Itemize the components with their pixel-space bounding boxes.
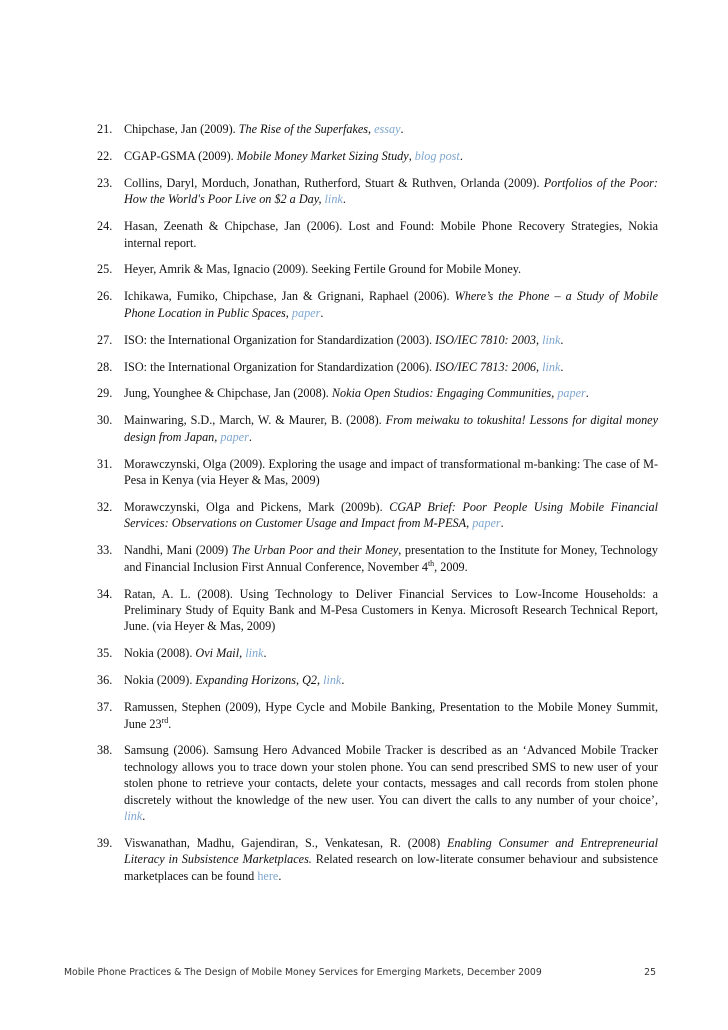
reference-link[interactable]: essay xyxy=(374,122,401,136)
reference-item xyxy=(97,742,658,824)
reference-item xyxy=(97,359,658,375)
reference-item xyxy=(97,148,658,164)
reference-plain-text: , xyxy=(316,673,324,688)
reference-item xyxy=(97,288,658,321)
reference-link[interactable]: link xyxy=(323,673,342,688)
reference-link[interactable]: link xyxy=(542,359,561,374)
reference-plain-text: , xyxy=(408,148,415,163)
reference-plain-text: CGAP-GSMA (2009). xyxy=(124,148,237,163)
reference-plain-text: Ramussen, Stephen (2009), Hype Cycle and Mobile Banking, Presentation to the Mobile Money Summit, June 23 xyxy=(124,700,658,731)
reference-text xyxy=(124,835,658,884)
reference-plain-text: Samsung (2006). Samsung Hero Advanced Mobile Tracker is described as an ‘Advanced Mobile Tracker technology allows you to trace down your stolen phone. You can send prescribed SMS to new user of your stolen phone to retrieve your contacts, delete your contacts, messages and call records from stolen phone discretely without the knowledge of the new user. You can divert the calls to any number of your choice’, xyxy=(124,743,658,807)
page-number: 25 xyxy=(644,967,656,978)
reference-number: 35. xyxy=(97,646,113,661)
reference-text xyxy=(124,672,658,688)
reference-plain-text: . xyxy=(341,673,345,688)
reference-text xyxy=(124,218,658,251)
reference-link[interactable]: here xyxy=(257,868,279,883)
reference-number: 28. xyxy=(97,359,113,374)
reference-title-italic: Expanding Horizons, Q2 xyxy=(195,673,317,688)
reference-item xyxy=(97,542,658,575)
reference-plain-text: Viswanathan, Madhu, Gajendiran, S., Venkatesan, R. (2008) xyxy=(124,836,447,850)
reference-link[interactable]: paper xyxy=(291,305,321,320)
reference-plain-text: , xyxy=(466,516,473,531)
reference-item xyxy=(97,835,658,884)
reference-item xyxy=(97,645,658,661)
reference-title-italic: ISO/IEC 7810: 2003, xyxy=(435,332,543,347)
reference-link[interactable]: link xyxy=(245,646,264,661)
reference-list xyxy=(97,121,658,895)
reference-number: 25. xyxy=(97,262,113,277)
reference-item xyxy=(97,586,658,635)
reference-item xyxy=(97,412,658,445)
reference-plain-text: Morawczynski, Olga (2009). Exploring the usage and impact of transformational m-banking: The case of M-Pesa in Kenya (via Heyer & Mas, 2009) xyxy=(124,456,658,488)
reference-plain-text: Related research on low-literate consumer behaviour and subsistence marketplaces can be found xyxy=(124,852,658,883)
reference-plain-text: Ichikawa, Fumiko, Chipchase, Jan & Grignani, Raphael (2006). xyxy=(124,289,455,304)
reference-number: 31. xyxy=(97,456,113,471)
reference-text xyxy=(124,175,658,208)
reference-title-italic: Enabling Consumer and Entrepreneurial Literacy in Subsistence Marketplaces. xyxy=(124,836,658,867)
reference-plain-text: . xyxy=(560,332,564,347)
reference-plain-text: ISO: the International Organization for Standardization (2006). xyxy=(124,359,436,374)
reference-text xyxy=(124,332,658,348)
reference-text xyxy=(124,586,658,635)
reference-plain-text: . xyxy=(278,868,282,883)
reference-plain-text: , 2009. xyxy=(434,559,468,574)
reference-link[interactable]: link xyxy=(124,809,143,824)
reference-number: 33. xyxy=(97,543,113,558)
reference-text xyxy=(124,148,658,164)
reference-number: 29. xyxy=(97,386,113,401)
reference-title-italic: ISO/IEC 7813: 2006, xyxy=(435,359,543,374)
reference-text xyxy=(124,456,658,489)
reference-text xyxy=(124,261,658,277)
reference-plain-text: . xyxy=(560,359,564,374)
reference-plain-text: Heyer, Amrik & Mas, Ignacio (2009). Seeking Fertile Ground for Mobile Money. xyxy=(124,262,522,277)
reference-plain-text: Morawczynski, Olga and Pickens, Mark (2009b). xyxy=(124,500,390,514)
reference-plain-text: ISO: the International Organization for Standardization (2003). xyxy=(124,332,436,347)
reference-number: 30. xyxy=(97,413,113,428)
reference-plain-text: Jung, Younghee & Chipchase, Jan (2008). xyxy=(124,386,332,401)
reference-link[interactable]: paper xyxy=(472,516,501,531)
reference-plain-text: . xyxy=(168,716,172,731)
reference-link[interactable]: paper xyxy=(220,429,249,444)
reference-text xyxy=(124,412,658,445)
reference-text xyxy=(124,121,658,137)
reference-plain-text: . xyxy=(263,646,267,661)
reference-link[interactable]: link xyxy=(542,332,561,347)
reference-item xyxy=(97,385,658,401)
reference-title-italic: Nokia Open Studios: Engaging Communities, xyxy=(331,386,558,401)
reference-item xyxy=(97,175,658,208)
reference-number: 37. xyxy=(97,700,113,715)
reference-plain-text: Nokia (2008). xyxy=(124,646,196,661)
reference-number: 34. xyxy=(97,586,113,601)
reference-title-italic: Ovi Mail, xyxy=(195,646,246,661)
reference-number: 36. xyxy=(97,673,113,688)
reference-plain-text: Nandhi, Mani (2009) xyxy=(124,543,232,558)
reference-plain-text: . xyxy=(585,386,589,401)
reference-number: 22. xyxy=(97,148,113,163)
reference-number: 38. xyxy=(97,743,113,758)
reference-plain-text: . xyxy=(500,516,504,531)
reference-plain-text: Chipchase, Jan (2009). xyxy=(124,122,239,136)
reference-number: 39. xyxy=(97,836,113,850)
page-footer xyxy=(64,967,656,978)
ordinal-superscript: rd xyxy=(161,715,169,725)
reference-text xyxy=(124,742,658,824)
reference-link[interactable]: link xyxy=(324,192,343,207)
reference-plain-text: . xyxy=(142,809,146,824)
ordinal-superscript: th xyxy=(427,558,435,568)
reference-item xyxy=(97,261,658,277)
reference-plain-text: , presentation to the Institute for Money, Technology and Financial Inclusion First Annual Conference, November 4 xyxy=(124,543,658,574)
reference-plain-text: Nokia (2009). xyxy=(124,673,196,688)
reference-item xyxy=(97,672,658,688)
reference-number: 23. xyxy=(97,175,113,190)
reference-title-italic: The Rise of the Superfakes, xyxy=(238,122,375,136)
reference-item xyxy=(97,499,658,532)
reference-item xyxy=(97,699,658,732)
reference-link[interactable]: paper xyxy=(557,386,586,401)
reference-text xyxy=(124,288,658,321)
reference-title-italic: CGAP Brief: Poor People Using Mobile Financial Services: Observations on Customer Usage and Impact from M-PESA xyxy=(124,500,658,531)
reference-title-italic: Mobile Money Market Sizing Study xyxy=(236,148,409,163)
reference-plain-text: . xyxy=(342,192,346,207)
reference-text xyxy=(124,359,658,375)
reference-plain-text: Collins, Daryl, Morduch, Jonathan, Rutherford, Stuart & Ruthven, Orlanda (2009). xyxy=(124,175,544,190)
reference-number: 27. xyxy=(97,332,113,347)
reference-item xyxy=(97,121,658,137)
reference-item xyxy=(97,456,658,489)
reference-plain-text: Hasan, Zeenath & Chipchase, Jan (2006). Lost and Found: Mobile Phone Recovery Strategies, Nokia internal report. xyxy=(124,219,658,250)
reference-item xyxy=(97,218,658,251)
reference-plain-text: . xyxy=(320,305,324,320)
reference-number: 24. xyxy=(97,219,113,234)
reference-plain-text: . xyxy=(459,148,463,163)
reference-plain-text: . xyxy=(248,429,252,444)
reference-text xyxy=(124,542,658,575)
reference-plain-text: . xyxy=(400,122,404,136)
reference-title-italic: Portfolios of the Poor: How the World's Poor Live on $2 a Day, xyxy=(124,175,658,207)
reference-title-italic: The Urban Poor and their Money xyxy=(231,543,399,558)
footer-title: Mobile Phone Practices & The Design of Mobile Money Services for Emerging Markets, December 2009 xyxy=(64,967,542,978)
reference-title-italic: Where’s the Phone – a Study of Mobile Phone Location in Public Spaces, xyxy=(124,289,659,320)
reference-text xyxy=(124,385,658,401)
reference-text xyxy=(124,499,658,532)
reference-number: 21. xyxy=(97,122,113,136)
reference-plain-text: Mainwaring, S.D., March, W. & Maurer, B. (2008). xyxy=(124,413,386,428)
reference-number: 26. xyxy=(97,289,113,304)
reference-plain-text: Ratan, A. L. (2008). Using Technology to Deliver Financial Services to Low-Income Households: a Preliminary Study of Equity Bank and M-Pesa Customers in Kenya. Microsoft Research Technical Report, June. (via Heyer & Mas, 2009) xyxy=(124,586,658,634)
reference-number: 32. xyxy=(97,500,113,514)
reference-text xyxy=(124,699,658,732)
reference-title-italic: From meiwaku to tokushita! Lessons for digital money design from Japan, xyxy=(124,413,658,444)
reference-text xyxy=(124,645,658,661)
reference-link[interactable]: blog post xyxy=(414,148,460,163)
reference-item xyxy=(97,332,658,348)
